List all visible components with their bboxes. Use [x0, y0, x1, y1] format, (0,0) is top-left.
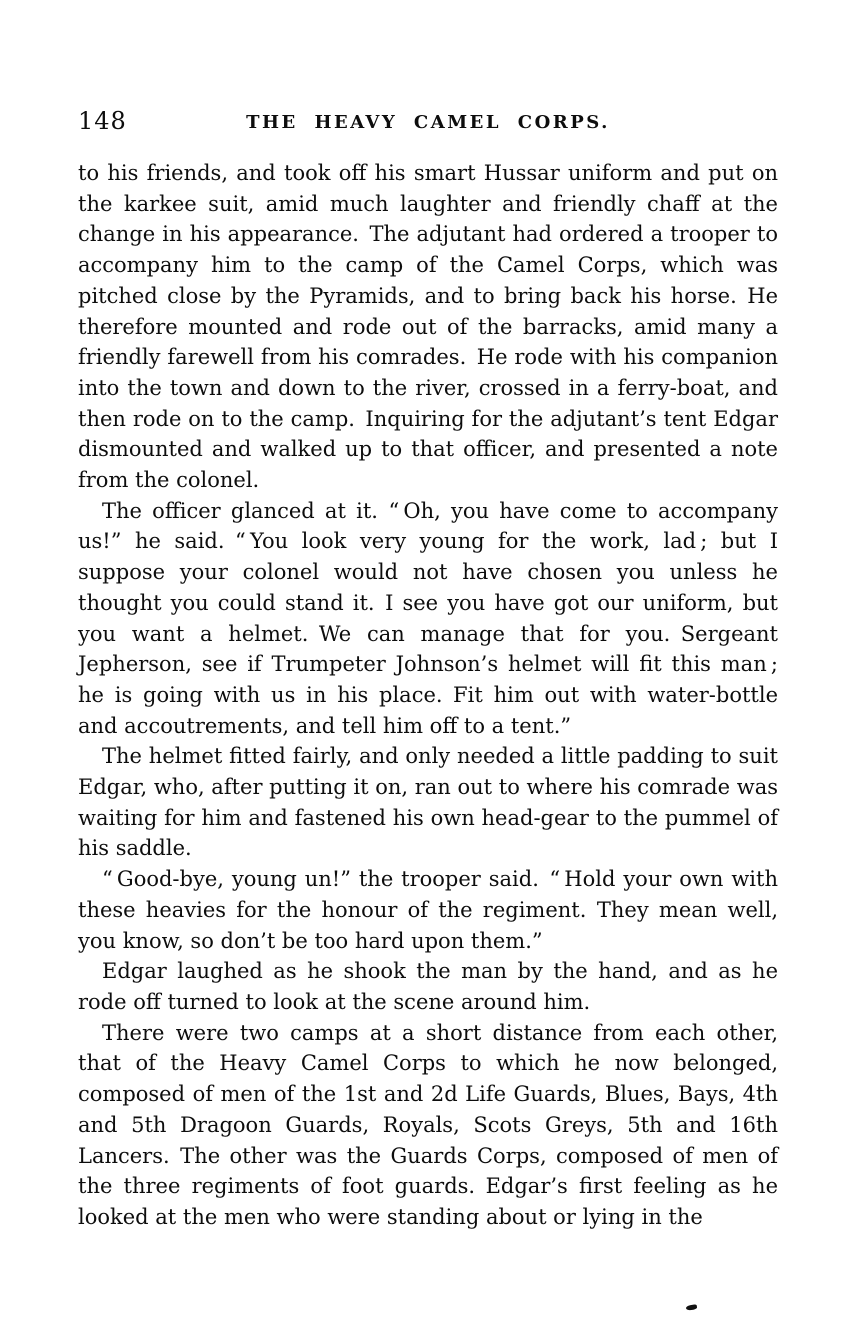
- paragraph: The officer glanced at it. “ Oh, you have come to accompany us!” he said. “ You look very young for the work, lad ; but I suppose your colonel would not have chosen you unless he thought you could stand it. I see you have got our uniform, but you want a helmet. We can manage that for you. Sergeant Jepherson, see if Trumpeter Johnson’s helmet will fit this man ; he is going with us in his place. Fit him out with water-bottle and accoutrements, and tell him off to a tent.”: [78, 498, 778, 738]
- page-body: [78, 158, 778, 1233]
- page-header: [78, 107, 778, 141]
- paragraph: Edgar laughed as he shook the man by the hand, and as he rode off turned to look at the scene around him.: [78, 959, 778, 1014]
- paragraph: “ Good-bye, young un!” the trooper said. “ Hold your own with these heavies for the honour of the regiment. They mean well, you know, so don’t be too hard upon them.”: [78, 867, 778, 953]
- paragraph: to his friends, and took off his smart Hussar uniform and put on the karkee suit, amid much laughter and friendly chaff at the change in his appearance. The adjutant had ordered a trooper to accompany him to the camp of the Camel Corps, which was pitched close by the Pyramids, and to bring back his horse. He therefore mounted and rode out of the barracks, amid many a friendly farewell from his comrades. He rode with his companion into the town and down to the river, crossed in a ferry-boat, and then rode on to the camp. Inquiring for the adjutant’s tent Edgar dismounted and walked up to that officer, and presented a note from the colonel.: [78, 161, 778, 493]
- page-number: 148: [78, 107, 127, 135]
- ink-speck-artifact: [686, 1304, 698, 1311]
- paragraph: The helmet fitted fairly, and only needed a little padding to suit Edgar, who, after putting it on, ran out to where his comrade was waiting for him and fastened his own head-gear to the pummel of his saddle.: [78, 744, 778, 861]
- paragraph: There were two camps at a short distance from each other, that of the Heavy Camel Corps to which he now belonged, composed of men of the 1st and 2d Life Guards, Blues, Bays, 4th and 5th Dragoon Guards, Royals, Scots Greys, 5th and 16th Lancers. The other was the Guards Corps, composed of men of the three regiments of foot guards. Edgar’s first feeling as he looked at the men who were standing about or lying in the: [78, 1020, 778, 1229]
- running-header: THE HEAVY CAMEL CORPS.: [246, 112, 610, 133]
